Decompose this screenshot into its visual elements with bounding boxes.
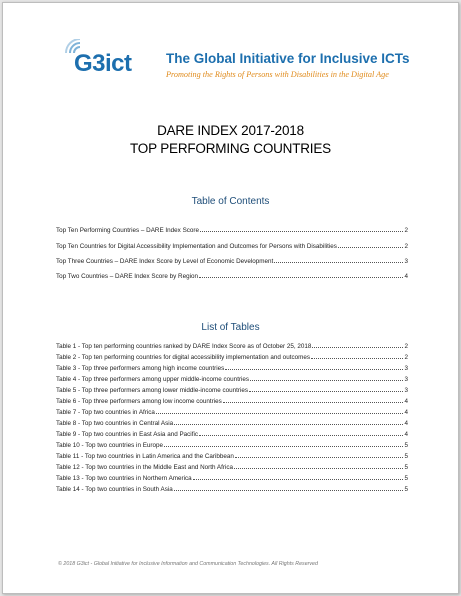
table-entry-page: 4 <box>404 431 408 438</box>
table-entry[interactable] <box>56 340 408 350</box>
table-entry-text: Table 10 - Top two countries in Europe <box>56 442 163 449</box>
table-entry-text: Table 1 - Top ten performing countries ranked by DARE Index Score as of October 25, 2018 <box>56 343 312 350</box>
leader-dots <box>274 262 403 263</box>
table-entry-page: 5 <box>404 464 408 471</box>
table-entry-text: Table 5 - Top three performers among lower middle-income countries <box>56 387 249 394</box>
document-title-line2: TOP PERFORMING COUNTRIES <box>130 141 331 156</box>
table-entry[interactable] <box>56 439 408 449</box>
leader-dots <box>174 424 403 425</box>
table-entry[interactable] <box>56 373 408 383</box>
toc-entry[interactable] <box>56 240 408 250</box>
toc-entry-page: 3 <box>404 258 408 265</box>
table-entry-page: 4 <box>404 398 408 405</box>
leader-dots <box>200 231 403 232</box>
table-entry[interactable] <box>56 384 408 394</box>
table-entry-page: 4 <box>404 420 408 427</box>
table-entry-text: Table 12 - Top two countries in the Middle East and North Africa <box>56 464 233 471</box>
table-entry-text: Table 14 - Top two countries in South Asia <box>56 486 173 493</box>
table-entry-page: 3 <box>404 387 408 394</box>
leader-dots <box>223 402 404 403</box>
toc-entry-text: Top Two Countries – DARE Index Score by Region <box>56 273 198 280</box>
table-entry-page: 2 <box>404 343 408 350</box>
logo-wordmark <box>74 50 132 78</box>
table-entry[interactable] <box>56 417 408 427</box>
toc-entry-text: Top Ten Countries for Digital Accessibility Implementation and Outcomes for Persons with Disabilities <box>56 243 337 250</box>
organization-tagline: Promoting the Rights of Persons with Disabilities in the Digital Age <box>166 70 389 79</box>
toc-entry[interactable] <box>56 270 408 280</box>
table-entry-text: Table 6 - Top three performers among low income countries <box>56 398 222 405</box>
table-entry[interactable] <box>56 351 408 361</box>
leader-dots <box>311 358 403 359</box>
table-entry-text: Table 7 - Top two countries in Africa <box>56 409 155 416</box>
table-entry-text: Table 4 - Top three performers among upper middle-income countries <box>56 376 250 383</box>
table-entry[interactable] <box>56 461 408 471</box>
table-entry-page: 5 <box>404 453 408 460</box>
toc-heading: Table of Contents <box>191 196 270 207</box>
table-entry-page: 2 <box>404 354 408 361</box>
toc-entry[interactable] <box>56 224 408 234</box>
document-page <box>2 2 459 594</box>
copyright-footer: © 2018 G3ict - Global Initiative for Inclusive Information and Communication Technologies. All Rights Reserved <box>58 561 318 567</box>
organization-name: The Global Initiative for Inclusive ICTs <box>166 51 410 66</box>
leader-dots <box>250 380 403 381</box>
table-entry-text: Table 2 - Top ten performing countries for digital accessibility implementation and outcomes <box>56 354 310 361</box>
table-entry[interactable] <box>56 483 408 493</box>
leader-dots <box>225 369 403 370</box>
leader-dots <box>174 490 404 491</box>
toc-entry-text: Top Three Countries – DARE Index Score by Level of Economic Development <box>56 258 274 265</box>
leader-dots <box>193 479 404 480</box>
list-of-tables-heading: List of Tables <box>201 322 260 333</box>
toc-entry[interactable] <box>56 255 408 265</box>
table-entry[interactable] <box>56 406 408 416</box>
table-entry-text: Table 13 - Top two countries in Northern America <box>56 475 192 482</box>
table-entry[interactable] <box>56 428 408 438</box>
g3ict-logo <box>60 39 420 83</box>
leader-dots <box>338 247 404 248</box>
table-entry-text: Table 8 - Top two countries in Central Asia <box>56 420 174 427</box>
table-entry[interactable] <box>56 395 408 405</box>
toc-entry-page: 4 <box>404 273 408 280</box>
table-entry-text: Table 9 - Top two countries in East Asia and Pacific <box>56 431 198 438</box>
toc-entry-text: Top Ten Performing Countries – DARE Index Score <box>56 227 200 234</box>
table-entry-page: 4 <box>404 409 408 416</box>
leader-dots <box>235 457 404 458</box>
leader-dots <box>199 277 403 278</box>
table-entry-page: 5 <box>404 442 408 449</box>
table-entry[interactable] <box>56 362 408 372</box>
table-entry-text: Table 3 - Top three performers among high income countries <box>56 365 225 372</box>
table-entry-page: 5 <box>404 486 408 493</box>
toc-entry-page: 2 <box>404 243 408 250</box>
leader-dots <box>156 413 404 414</box>
table-entry[interactable] <box>56 450 408 460</box>
leader-dots <box>234 468 403 469</box>
leader-dots <box>249 391 403 392</box>
logo-ict: ict <box>105 50 132 77</box>
table-entry-text: Table 11 - Top two countries in Latin America and the Caribbean <box>56 453 234 460</box>
document-title-line1: DARE INDEX 2017-2018 <box>157 123 304 138</box>
toc-entry-page: 2 <box>404 227 408 234</box>
table-entry-page: 5 <box>404 475 408 482</box>
leader-dots <box>199 435 403 436</box>
table-entry-page: 3 <box>404 376 408 383</box>
table-entry-page: 3 <box>404 365 408 372</box>
leader-dots <box>312 347 403 348</box>
leader-dots <box>164 446 403 447</box>
logo-g3: G3 <box>74 50 106 77</box>
table-entry[interactable] <box>56 472 408 482</box>
